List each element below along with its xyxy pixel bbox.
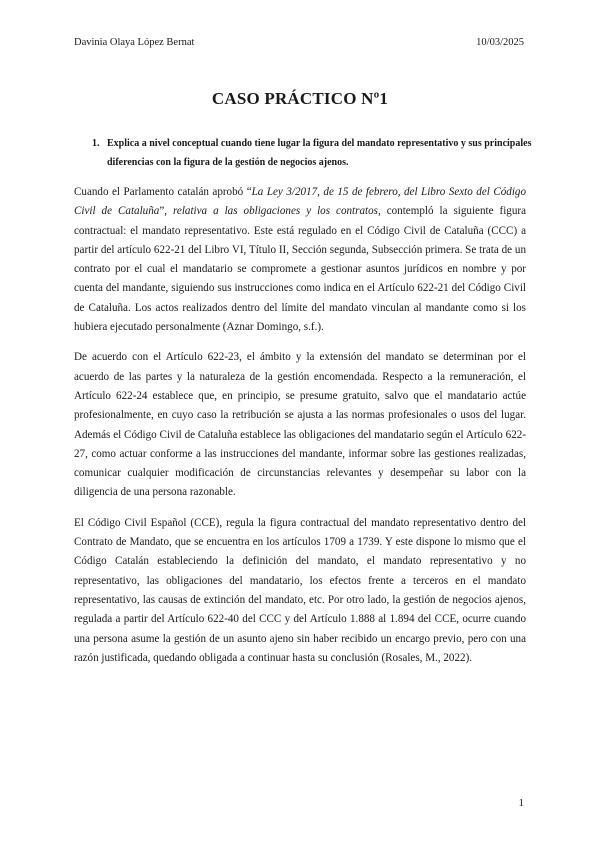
header-date: 10/03/2025: [476, 37, 524, 48]
paragraph-1-text-c: , contempló la siguiente figura contractual: el mandato representativo. Este está regulado en el Código Civil de Cataluña (CCC) a partir del artículo 622-21 del Libro VI, Título II, Sección segunda, Subsección primera. Se trata de un contrato por el cual el mandatario se compromete a gestionar asuntos jurídicos en nombre y por cuenta del mandante, siguiendo sus instrucciones como indica en el Artículo 622-21 del Código Civil de Cataluña. Los actos realizados dentro del límite del mandato vinculan al mandante como si los hubiera ejecutado personalmente (Aznar Domingo, s.f.).: [74, 205, 527, 334]
paragraph-1-text-b: ”,: [159, 205, 173, 218]
header-author: Davinia Olaya López Bernat: [74, 37, 195, 48]
page-number: 1: [518, 797, 524, 809]
document-title: CASO PRÁCTICO Nº1: [211, 89, 389, 108]
question-item: [92, 134, 532, 172]
paragraph-2: De acuerdo con el Artículo 622-23, el ámbito y la extensión del mandato se determinan por el acuerdo de las partes y la naturaleza de la gestión encomendada. Respecto a la remuneración, el Artículo 622-24 establece que, en principio, se presume gratuito, salvo que el mandatario actúe profesionalmente, en cuyo caso la retribución se ajusta a las normas profesionales o usos del lugar. Además el Código Civil de Cataluña establece las obligaciones del mandatario según el Artículo 622-27, como actuar conforme a las instrucciones del mandante, informar sobre las gestiones realizadas, comunicar cualquier modificación de circunstancias relevantes y desempeñar su labor con la diligencia de una persona razonable.: [74, 351, 526, 499]
question-text: Explica a nivel conceptual cuando tiene lugar la figura del mandato representativo y sus principales diferencias con la figura de la gestión de negocios ajenos.: [107, 138, 532, 168]
paragraph-3: El Código Civil Español (CCE), regula la figura contractual del mandato representativo dentro del Contrato de Mandato, que se encuentra en los artículos 1709 a 1739. Y este dispone lo mismo que el Código Catalán estableciendo la definición del mandato, el mandato representativo y no representativo, las obligaciones del mandatario, los efectos frente a terceros en el mandato representativo, las causas de extinción del mandato, etc. Por otro lado, la gestión de negocios ajenos, regulada a partir del Artículo 622-40 del CCC y del Artículo 1.888 al 1.894 del CCE, ocurre cuando una persona asume la gestión de un asunto ajeno sin haber recibido un encargo previo, pero con una razón justificada, quedando obligada a continuar hasta su conclusión (Rosales, M., 2022).: [74, 516, 526, 664]
body-text: [74, 183, 526, 679]
law-title-citation: La Ley 3/2017, de 15 de febrero, del Libro Sexto del Código Civil de Cataluña: [74, 186, 527, 218]
question-number: 1.: [92, 138, 100, 149]
law-subject-citation: relativa a las obligaciones y los contratos: [173, 205, 378, 218]
paragraph-1-text-a: Cuando el Parlamento catalán aprobó “: [74, 186, 252, 198]
paragraph-1: [74, 183, 526, 337]
